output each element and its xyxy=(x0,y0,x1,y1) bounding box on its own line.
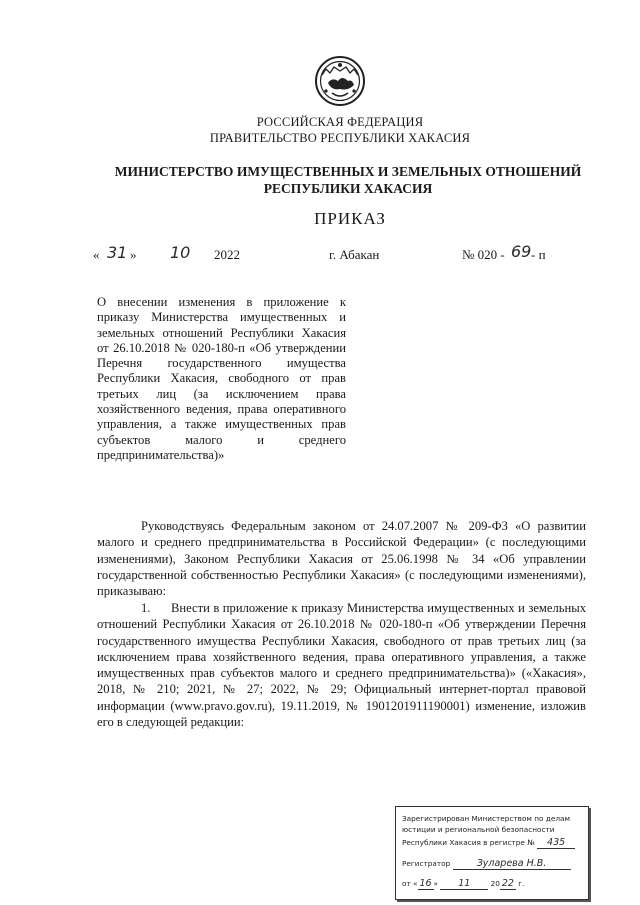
stamp-date-quote-close: » xyxy=(433,879,438,888)
stamp-line-3 xyxy=(402,837,575,849)
registrar-signature: Зуларева Н.В. xyxy=(453,858,571,870)
body-paragraph-1: Руководствуясь Федеральным законом от 24.07.2007 № 209-ФЗ «О развитии малого и среднего предпринимательства в Российской Федерации» (с последующими изменениями), Законом Республики Хакасия от 25.06.1998 № 34 «Об управлении государственной собственностью Республики Хакасия» (с последующими изменениями), приказываю: xyxy=(97,519,586,599)
document-number-suffix: - п xyxy=(531,247,546,262)
registration-stamp xyxy=(395,806,589,900)
stamp-year-prefix: 20 xyxy=(490,879,500,888)
stamp-month: 11 xyxy=(440,878,488,890)
stamp-line-1: Зарегистрирован Министерством по делам xyxy=(402,814,570,823)
date-month-handwritten: 10 xyxy=(170,243,191,262)
paragraph-number: 1. xyxy=(141,601,151,615)
date-quote-close: » xyxy=(130,247,137,262)
stamp-registrar-label: Регистратор xyxy=(402,859,451,868)
document-number-handwritten: 69 xyxy=(511,242,532,261)
stamp-date-label: от « xyxy=(402,879,418,888)
document-subject: О внесении изменения в приложение к приказу Министерства имущественных и земельных отношений Республики Хакасия от 26.10.2018 № 020-180-п «Об утверждении Перечня государственного имущества Республики Хакасия, свободного от прав третьих лиц (за исключением права хозяйственного ведения, права оперативного управления, а также имущественных прав субъектов малого и среднего предпринимательства)» xyxy=(97,295,346,462)
stamp-register-label: Республики Хакасия в регистре № xyxy=(402,838,535,847)
ministry-title-line1: МИНИСТЕРСТВО ИМУЩЕСТВЕННЫХ И ЗЕМЕЛЬНЫХ ОТНОШЕНИЙ xyxy=(114,164,582,179)
stamp-year-label: г. xyxy=(518,879,525,888)
date-day-handwritten: 31 xyxy=(107,243,128,262)
date-year: 2022 xyxy=(214,247,240,262)
stamp-registrar-row xyxy=(402,858,571,870)
stamp-day: 16 xyxy=(419,878,432,889)
government-heading: ПРАВИТЕЛЬСТВО РЕСПУБЛИКИ ХАКАСИЯ xyxy=(209,131,471,145)
document-number-prefix: № 020 - xyxy=(462,247,505,262)
country-heading: РОССИЙСКАЯ ФЕДЕРАЦИЯ xyxy=(256,115,424,129)
stamp-date-row xyxy=(402,878,524,890)
document-type: ПРИКАЗ xyxy=(314,209,386,228)
paragraph-2-text: Внести в приложение к приказу Министерства имущественных и земельных отношений Республики Хакасия от 26.10.2018 № 020-180-п «Об утверждении Перечня государственного имущества Республики Хакасия, свободного от прав третьих лиц (за исключением права хозяйственного ведения, права оперативного управления, а также имущественных прав субъектов малого и среднего предпринимательства)» («Хакасия», 2018, № 210; 2021, № 27; 2022, № 29; Официальный интернет-портал правовой информации (www.pravo.gov.ru), 19.11.2019, № 1901201911190001) изменение, изложив его в следующей редакции: xyxy=(97,601,586,730)
ministry-title-line2: РЕСПУБЛИКИ ХАКАСИЯ xyxy=(263,181,433,196)
body-paragraph-2 xyxy=(97,600,586,730)
coat-of-arms-icon xyxy=(314,55,366,107)
stamp-line-2: юстиции и региональной безопасности xyxy=(402,825,555,834)
date-quote-open: « xyxy=(93,247,100,262)
stamp-year-suffix: 22 xyxy=(501,878,514,889)
stamp-register-number: 435 xyxy=(537,837,575,849)
document-city: г. Абакан xyxy=(329,247,380,262)
